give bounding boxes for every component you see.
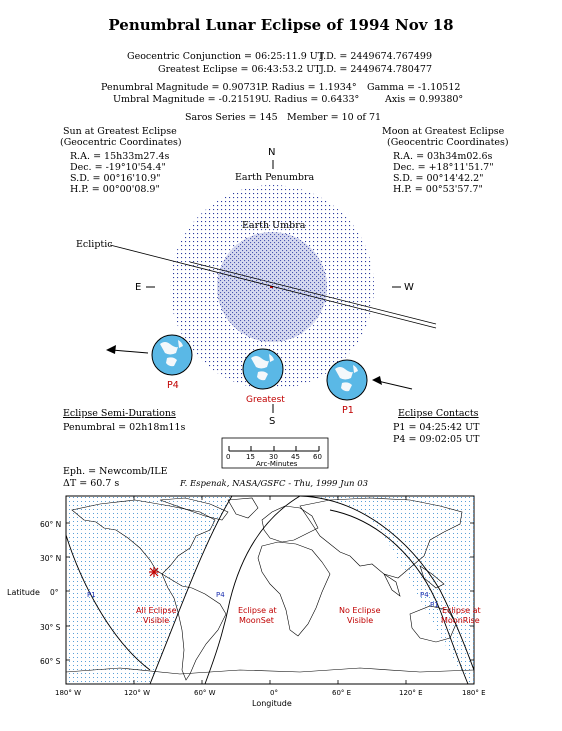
lat-tick-30n: 30° N (40, 554, 62, 563)
map-p4-east: P4 (420, 591, 429, 599)
map-p1-west: P1 (87, 591, 96, 599)
contact-p4: P4 = 09:02:05 UT (393, 434, 480, 445)
moon-p1 (327, 360, 367, 400)
lat-tick-60s: 60° S (40, 657, 61, 666)
sun-subtitle: (Geocentric Coordinates) (60, 137, 182, 148)
east-label: E (135, 282, 142, 293)
lon-tick-180w: 180° W (55, 689, 82, 697)
umbra-label: Earth Umbra (242, 220, 306, 231)
contacts-title: Eclipse Contacts (398, 408, 479, 419)
penumbral-magnitude: Penumbral Magnitude = 0.90731 (101, 82, 262, 93)
lon-tick-120e: 120° E (399, 689, 423, 697)
lon-tick-180e: 180° E (462, 689, 486, 697)
region-moonset-1: Eclipse at (238, 606, 277, 615)
umbral-magnitude: Umbral Magnitude = -0.21519 (113, 94, 262, 105)
semi-durations-title: Eclipse Semi-Durations (63, 408, 176, 419)
contact-p1: P1 = 04:25:42 UT (393, 422, 480, 433)
page-title: Penumbral Lunar Eclipse of 1994 Nov 18 (108, 16, 454, 34)
sun-sd: S.D. = 00°16'10.9" (70, 173, 161, 184)
region-none-2: Visible (347, 616, 374, 625)
moon-p4 (152, 335, 192, 375)
world-map (66, 496, 474, 684)
lat-tick-0: 0° (50, 588, 59, 597)
lon-tick-60w: 60° W (194, 689, 216, 697)
map-p1-east: P1 (430, 601, 439, 609)
ecliptic-label: Ecliptic (76, 239, 113, 250)
longitude-axis-label: Longitude (252, 699, 292, 708)
sun-ra: R.A. = 15h33m27.4s (70, 151, 170, 162)
credit: F. Espenak, NASA/GSFC - Thu, 1999 Jun 03 (180, 479, 369, 489)
ephemeris: Eph. = Newcomb/ILE (63, 466, 168, 477)
saros-member: Member = 10 of 71 (287, 112, 382, 123)
moon-greatest (243, 349, 283, 389)
latitude-axis-label: Latitude (7, 588, 40, 597)
scale-label: Arc-Minutes (256, 460, 298, 468)
region-none-1: No Eclipse (339, 606, 381, 615)
south-label: S (269, 416, 276, 427)
moon-ra: R.A. = 03h34m02.6s (393, 151, 493, 162)
lat-tick-60n: 60° N (40, 520, 62, 529)
north-label: N (268, 147, 276, 158)
arrow-right (372, 376, 412, 389)
penumbral-radius: P. Radius = 1.1934° (261, 82, 357, 93)
greatest-jd: J.D. = 2449674.780477 (320, 64, 432, 75)
saros-series: Saros Series = 145 (185, 112, 278, 123)
lon-tick-0: 0° (270, 689, 278, 697)
umbral-radius: U. Radius = 0.6433° (261, 94, 360, 105)
sun-title: Sun at Greatest Eclipse (63, 126, 177, 137)
arrow-left (106, 345, 148, 354)
greatest-label: Greatest (246, 395, 285, 405)
region-all-visible-1: All Eclipse (136, 606, 177, 615)
region-all-visible-2: Visible (143, 616, 170, 625)
moon-sd: S.D. = 00°14'42.2" (393, 173, 484, 184)
region-moonset-2: MoonSet (239, 616, 274, 625)
moon-dec: Dec. = +18°11'51.7" (393, 162, 494, 173)
sun-dec: Dec. = -19°10'54.4" (70, 162, 166, 173)
scale-tick-15: 15 (246, 453, 255, 461)
conjunction-time: Geocentric Conjunction = 06:25:11.9 UT (127, 51, 325, 62)
scale-tick-0: 0 (226, 453, 231, 461)
lat-tick-30s: 30° S (40, 623, 61, 632)
conjunction-jd: J.D. = 2449674.767499 (320, 51, 432, 62)
penumbra-label: Earth Penumbra (235, 172, 315, 183)
sun-hp: H.P. = 00°00'08.9" (70, 184, 160, 195)
scale-tick-60: 60 (313, 453, 322, 461)
penumbral-duration: Penumbral = 02h18m11s (63, 422, 186, 433)
greatest-time: Greatest Eclipse = 06:43:53.2 UT (158, 64, 321, 75)
p4-label: P4 (167, 380, 179, 391)
west-label: W (404, 282, 414, 293)
axis: Axis = 0.99380° (385, 94, 464, 105)
p1-label: P1 (342, 405, 354, 416)
scale-tick-30: 30 (269, 453, 278, 461)
region-moonrise-2: MoonRise (441, 616, 480, 625)
gamma: Gamma = -1.10512 (367, 82, 461, 93)
lon-tick-120w: 120° W (124, 689, 151, 697)
moon-subtitle: (Geocentric Coordinates) (387, 137, 509, 148)
scale-tick-45: 45 (291, 453, 300, 461)
region-moonrise-1: Eclipse at (442, 606, 481, 615)
moon-hp: H.P. = 00°53'57.7" (393, 184, 483, 195)
moon-title: Moon at Greatest Eclipse (382, 126, 505, 137)
greatest-eclipse-star (149, 567, 159, 577)
delta-t: ΔT = 60.7 s (63, 478, 120, 489)
lon-tick-60e: 60° E (332, 689, 352, 697)
map-p4-center: P4 (216, 591, 225, 599)
